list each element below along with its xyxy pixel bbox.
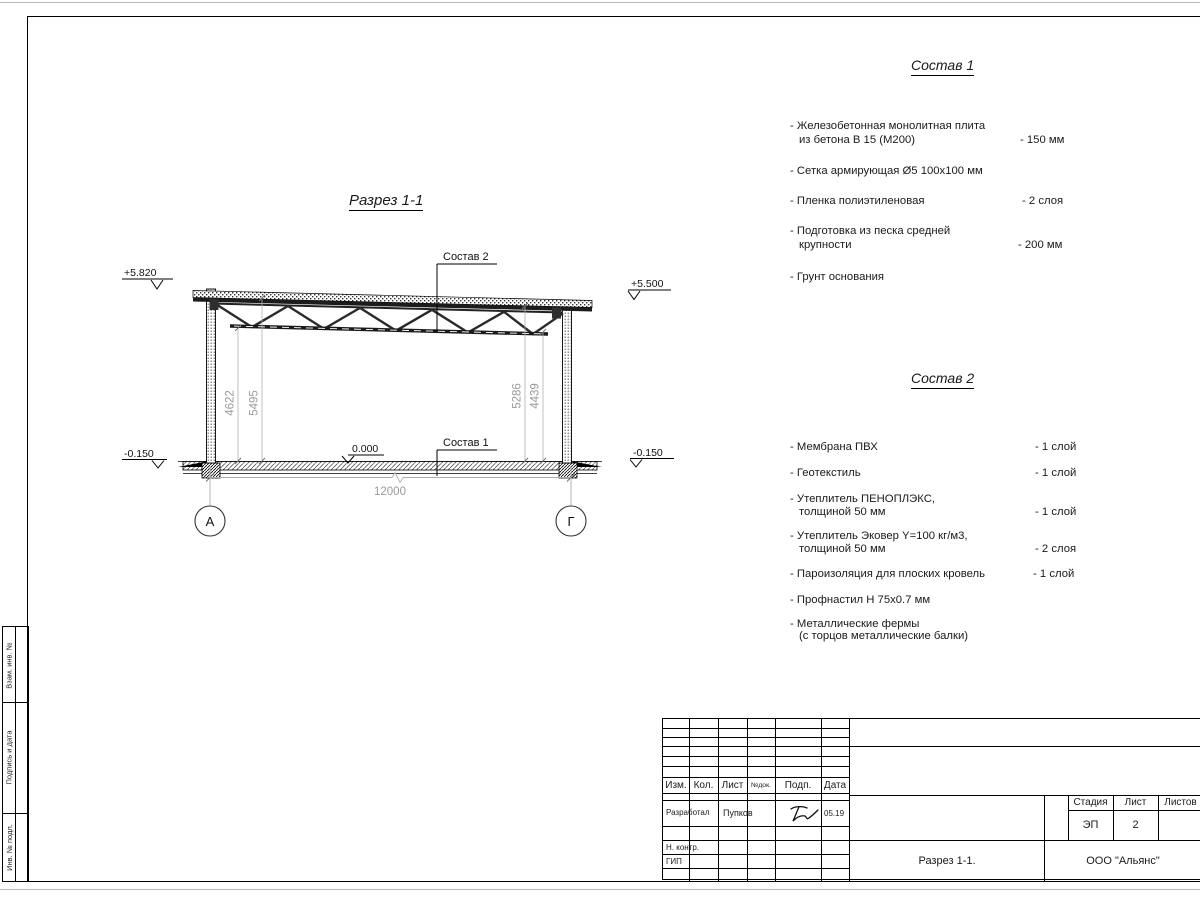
axis-label-g: Г [567, 514, 575, 529]
section-title: Разрез 1-1 [349, 192, 424, 209]
elev-bottom-right: -0.150 [633, 447, 663, 459]
list-item: - Пароизоляция для плоских кровель [790, 568, 986, 580]
panel1-title: Состав 1 [911, 57, 974, 76]
tb-col-podp: Подп. [784, 779, 812, 791]
elev-top-left: +5.820 [124, 267, 157, 279]
list-item: из бетона В 15 (М200) [799, 134, 916, 146]
wall-right [563, 309, 572, 463]
signature [783, 803, 821, 825]
tb-col-kol: Кол. [693, 779, 714, 791]
tb-stage-label: Стадия [1073, 797, 1108, 808]
list-item: - Геотекстиль [790, 467, 861, 479]
list-item-value: - 1 слой [1035, 467, 1077, 479]
vertical-dimension-lines [238, 298, 543, 461]
list-item: толщиной 50 мм [799, 543, 886, 555]
list-item: - Утеплитель ПЕНОПЛЭКС, [790, 493, 936, 505]
tb-sheets-label: Листов [1164, 797, 1197, 808]
floor-slab [183, 462, 597, 471]
list-item: - Железобетонная монолитная плита [790, 120, 986, 132]
dim-right-roof: 5286 [511, 383, 524, 409]
list-item-value: - 1 слой [1035, 441, 1077, 453]
tb-col-ndok: №док. [751, 781, 771, 789]
footing-left [202, 463, 220, 478]
list-item: - Сетка армирующая Ø5 100х100 мм [790, 165, 983, 177]
margin-label-inv: Инв. № подл. [4, 823, 14, 871]
tb-gip-label: ГИП [666, 857, 682, 866]
list-item-value: - 2 слоя [1022, 195, 1064, 207]
list-item: - Металлические фермы [790, 618, 920, 630]
tb-sheet-value: 2 [1132, 819, 1139, 831]
margin-label-vzam: Взам. инв. № [4, 641, 14, 689]
elev-top-right: +5.500 [631, 278, 664, 290]
list-item: крупности [799, 239, 852, 251]
axis-label-a: А [205, 514, 215, 529]
tb-sheet-label: Лист [1124, 797, 1147, 808]
dim-left-truss: 4622 [224, 390, 237, 416]
tb-date: 05.19 [824, 809, 845, 818]
tb-developer-label: Разработал [666, 808, 710, 817]
leader-floor-label: Состав 1 [443, 437, 489, 449]
list-item: (с торцов металлические балки) [799, 630, 969, 642]
tb-col-izm: Изм. [665, 779, 687, 791]
list-item: - Подготовка из песка средней [790, 225, 951, 237]
list-item-value: - 1 слой [1033, 568, 1075, 580]
list-item-value: - 200 мм [1018, 239, 1063, 251]
tb-col-data: Дата [823, 779, 847, 791]
list-item: - Профнастил Н 75х0.7 мм [790, 594, 931, 606]
elev-floor: 0.000 [352, 443, 379, 455]
elev-bottom-left: -0.150 [124, 448, 154, 460]
leader-roof-label: Состав 2 [443, 251, 489, 263]
list-item: толщиной 50 мм [799, 506, 886, 518]
margin-label-podpis: Подпись и дата [4, 730, 14, 784]
dim-left-roof: 5495 [248, 390, 261, 416]
tb-stage-value: ЭП [1082, 819, 1099, 831]
panel2-title: Состав 2 [911, 370, 974, 389]
tb-doc-title: Разрез 1-1. [918, 855, 976, 867]
tb-ncontrol-label: Н. контр. [666, 843, 700, 852]
title-block [662, 718, 1200, 880]
dim-right-truss: 4439 [529, 383, 542, 409]
list-item-value: - 1 слой [1035, 506, 1077, 518]
footing-right [559, 463, 577, 478]
tb-company: ООО "Альянс" [1086, 855, 1160, 867]
tb-col-list: Лист [721, 779, 744, 791]
list-item-value: - 2 слоя [1035, 543, 1077, 555]
truss-bearing-right [552, 308, 561, 319]
tb-developer-name: Пупков [723, 808, 753, 818]
wall-left [207, 289, 216, 463]
list-item: - Пленка полиэтиленовая [790, 195, 925, 207]
truss-bearing-left [210, 299, 219, 310]
list-item: - Мембрана ПВХ [790, 441, 878, 453]
list-item: - Грунт основания [790, 271, 885, 283]
list-item: - Утеплитель Эковер Y=100 кг/м3, [790, 530, 968, 542]
list-item-value: - 150 мм [1020, 134, 1065, 146]
dim-span: 12000 [374, 486, 406, 498]
